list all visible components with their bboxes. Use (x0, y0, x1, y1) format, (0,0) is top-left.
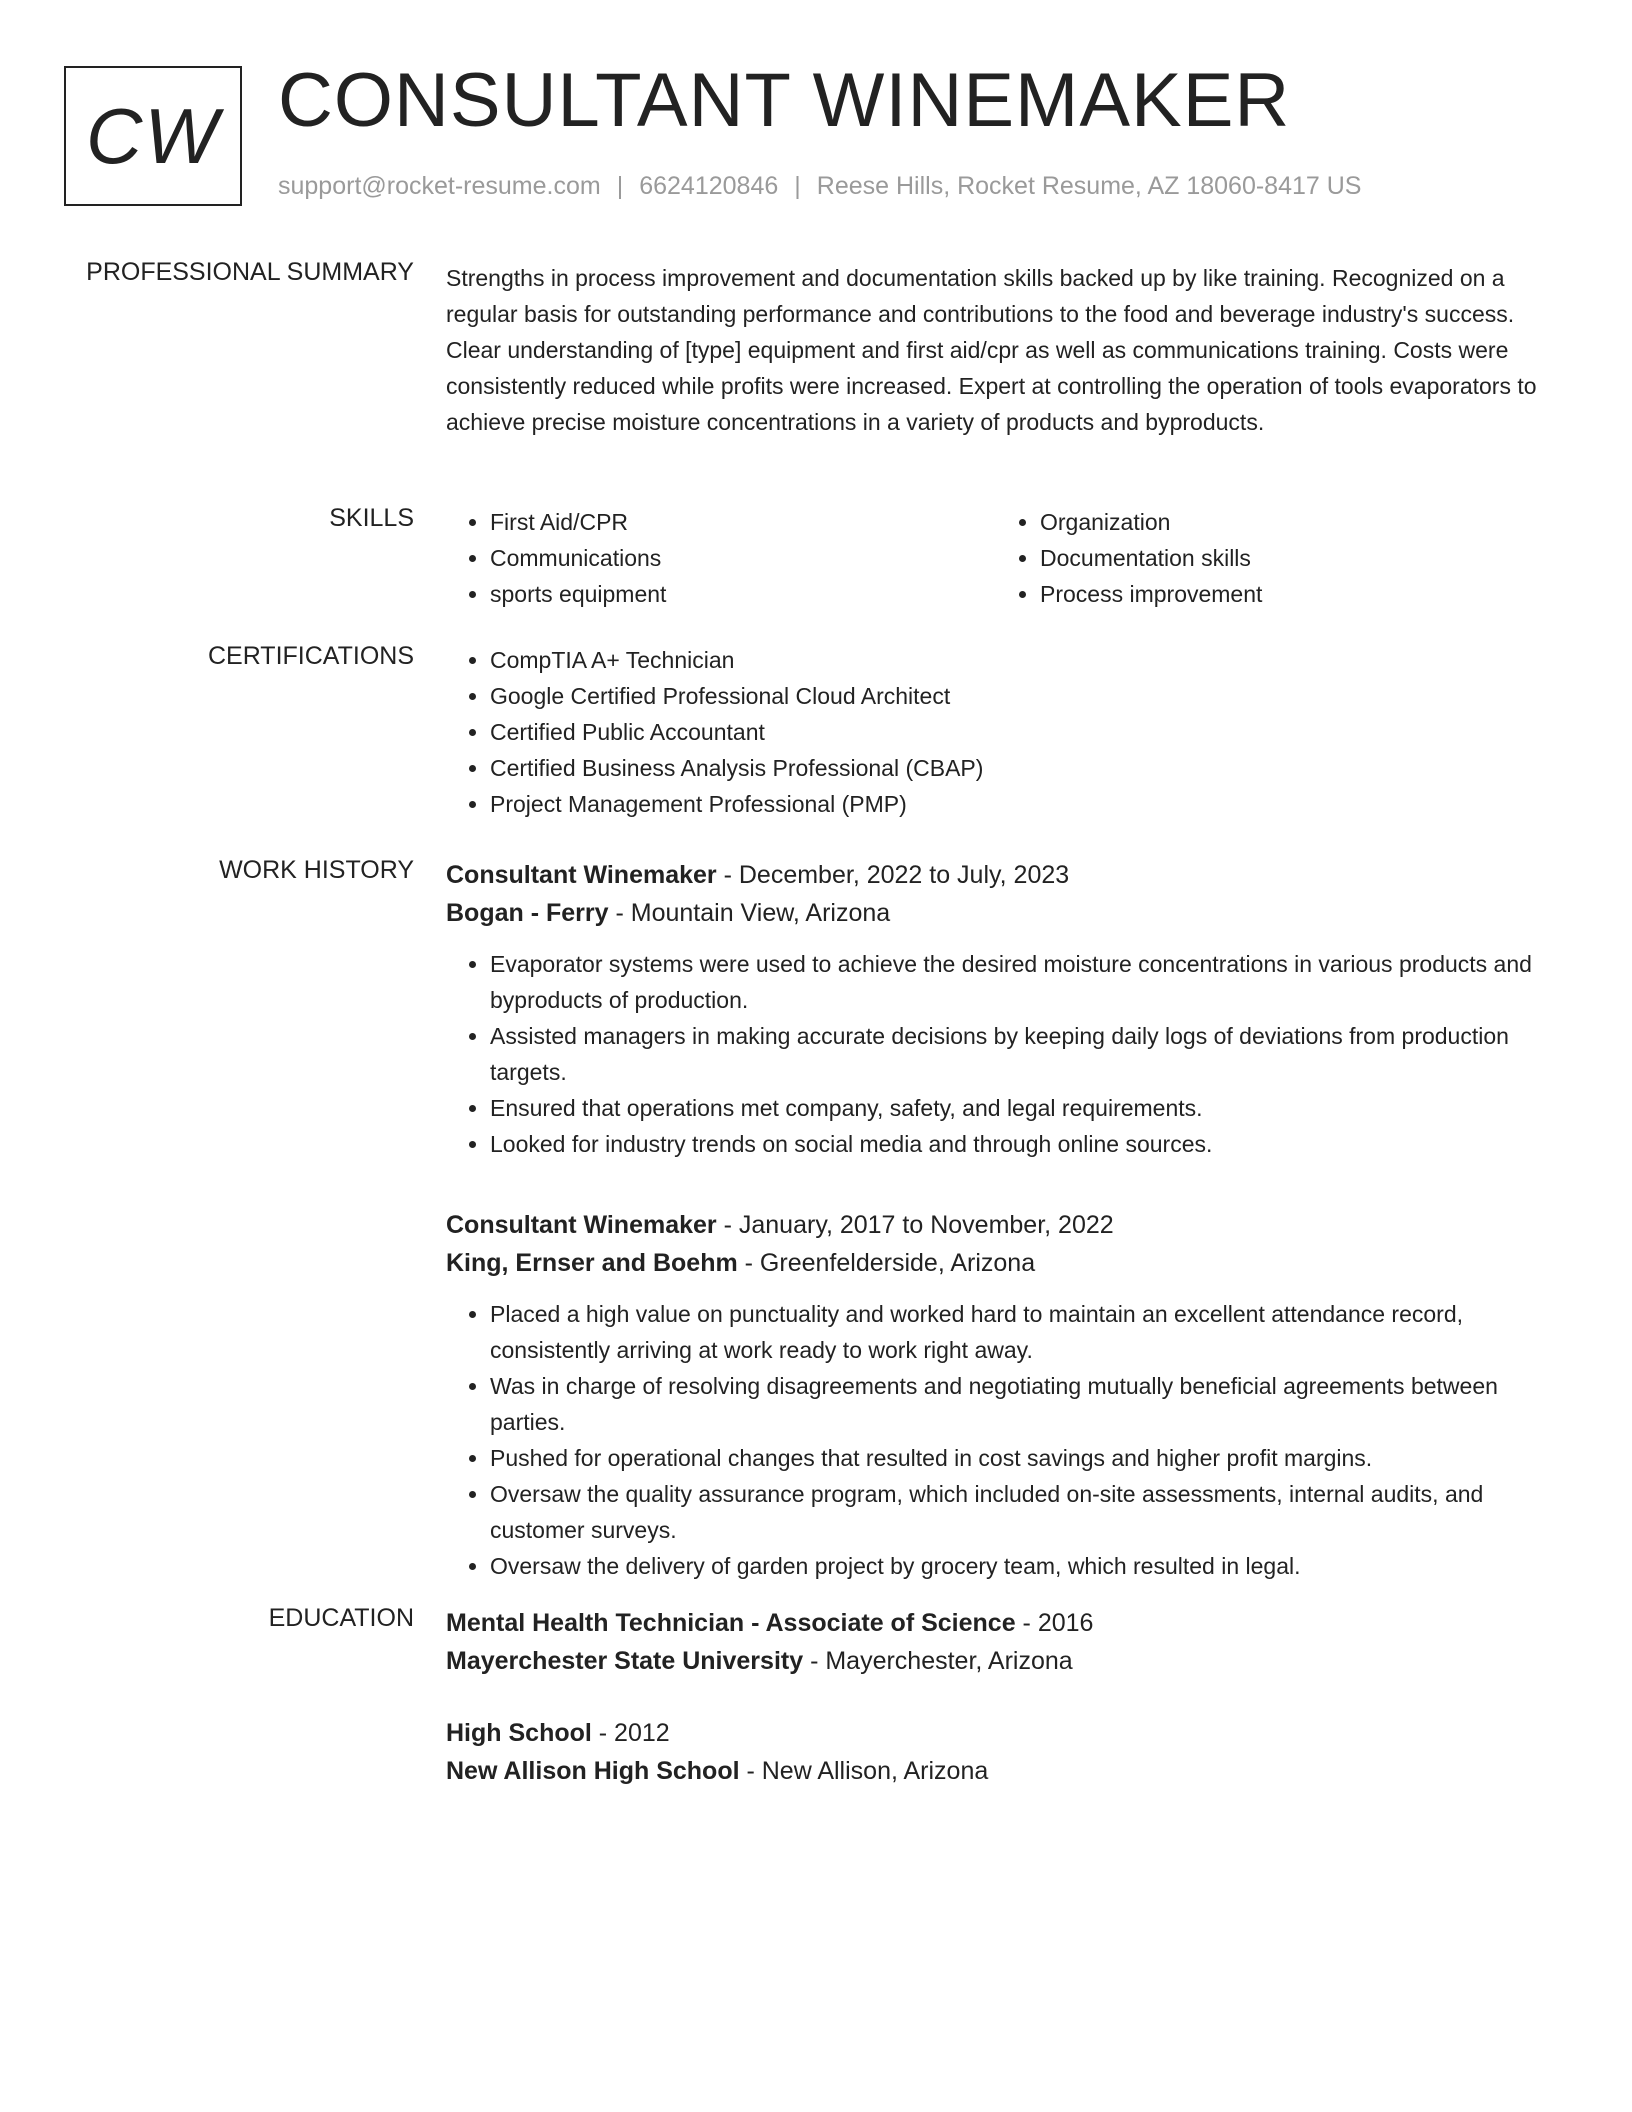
contact-phone: 6624120846 (639, 172, 779, 200)
page-title: CONSULTANT WINEMAKER (278, 58, 1291, 143)
skills-column-2 (996, 504, 1546, 612)
certification-item: • Project Management Professional (PMP) (490, 786, 1556, 822)
contact-email: support@rocket-resume.com (278, 172, 601, 200)
certification-item: • Certified Business Analysis Professional (CBAP) (490, 750, 1556, 786)
section-label-education: EDUCATION (268, 1604, 414, 1632)
education-school-line (446, 1752, 1556, 1790)
job-title-line (446, 1206, 1556, 1244)
job-dates: - December, 2022 to July, 2023 (716, 861, 1070, 889)
job-location: - Mountain View, Arizona (608, 899, 891, 927)
job-bullets (446, 946, 1556, 1162)
certification-item: • CompTIA A+ Technician (490, 642, 1556, 678)
education-location: - Mayerchester, Arizona (803, 1647, 1073, 1675)
job-bullet: • Placed a high value on punctuality and worked hard to maintain an excellent attendance record, consistently arriving at work ready to work right away. (490, 1296, 1556, 1368)
job-title-line (446, 856, 1556, 894)
certification-item: • Certified Public Accountant (490, 714, 1556, 750)
job-dates: - January, 2017 to November, 2022 (716, 1211, 1114, 1239)
job-org-line (446, 894, 1556, 932)
job-bullet: • Assisted managers in making accurate decisions by keeping daily logs of deviations from production targets. (490, 1018, 1556, 1090)
education-location: - New Allison, Arizona (739, 1757, 989, 1785)
job-bullet: • Was in charge of resolving disagreements and negotiating mutually beneficial agreements between parties. (490, 1368, 1556, 1440)
monogram-logo: CW (64, 66, 242, 206)
skill-item: • Organization (1040, 504, 1546, 540)
contact-separator: | (794, 172, 801, 200)
job-location: - Greenfelderside, Arizona (737, 1249, 1036, 1277)
skill-item: • First Aid/CPR (490, 504, 996, 540)
skill-item: • Documentation skills (1040, 540, 1546, 576)
job-bullet: • Looked for industry trends on social media and through online sources. (490, 1126, 1556, 1162)
job-entry (446, 856, 1556, 1162)
summary-text: Strengths in process improvement and documentation skills backed up by like training. Recognized on a regular basis for outstanding performance and contributions to the food and beverage industry's success. Clear understanding of [type] equipment and first aid/cpr as well as communications training. Costs were consistently reduced while profits were increased. Expert at controlling the operation of tools evaporators to achieve precise moisture concentrations in a variety of products and byproducts. (446, 265, 1537, 435)
education-school: New Allison High School (446, 1757, 740, 1785)
section-label-certifications: CERTIFICATIONS (207, 642, 414, 670)
education-list (446, 1604, 1556, 1824)
skill-item: • Communications (490, 540, 996, 576)
contact-line (278, 172, 1361, 201)
certifications-list (446, 642, 1556, 822)
job-bullet: • Oversaw the quality assurance program, which included on-site assessments, internal audits, and customer surveys. (490, 1476, 1556, 1548)
education-degree: High School (446, 1719, 592, 1747)
job-company: Bogan - Ferry (446, 899, 609, 927)
education-year: - 2016 (1015, 1609, 1094, 1637)
education-degree: Mental Health Technician - Associate of Science (446, 1609, 1016, 1637)
education-school: Mayerchester State University (446, 1647, 804, 1675)
section-label-skills: SKILLS (329, 504, 414, 532)
job-bullets (446, 1296, 1556, 1584)
job-entry (446, 1206, 1556, 1584)
job-bullet: • Oversaw the delivery of garden project by grocery team, which resulted in legal. (490, 1548, 1556, 1584)
job-org-line (446, 1244, 1556, 1282)
contact-address: Reese Hills, Rocket Resume, AZ 18060-8417 US (816, 172, 1362, 200)
education-degree-line (446, 1604, 1556, 1642)
job-bullet: • Ensured that operations met company, safety, and legal requirements. (490, 1090, 1556, 1126)
skills-column-1 (446, 504, 996, 612)
job-title: Consultant Winemaker (446, 1211, 717, 1239)
contact-separator: | (616, 172, 624, 200)
skill-item: • sports equipment (490, 576, 996, 612)
education-entry (446, 1714, 1556, 1790)
job-bullet: • Pushed for operational changes that resulted in cost savings and higher profit margins. (490, 1440, 1556, 1476)
education-degree-line (446, 1714, 1556, 1752)
work-history-list (446, 856, 1556, 1628)
job-bullet: • Evaporator systems were used to achieve the desired moisture concentrations in various products and byproducts of production. (490, 946, 1556, 1018)
job-title: Consultant Winemaker (446, 861, 717, 889)
education-entry (446, 1604, 1556, 1680)
section-label-summary: PROFESSIONAL SUMMARY (86, 258, 414, 286)
education-school-line (446, 1642, 1556, 1680)
skill-item: • Process improvement (1040, 576, 1546, 612)
job-company: King, Ernser and Boehm (446, 1249, 738, 1277)
section-label-work-history: WORK HISTORY (219, 856, 414, 884)
education-year: - 2012 (591, 1719, 670, 1747)
certification-item: • Google Certified Professional Cloud Architect (490, 678, 1556, 714)
skills-list (446, 504, 1556, 612)
